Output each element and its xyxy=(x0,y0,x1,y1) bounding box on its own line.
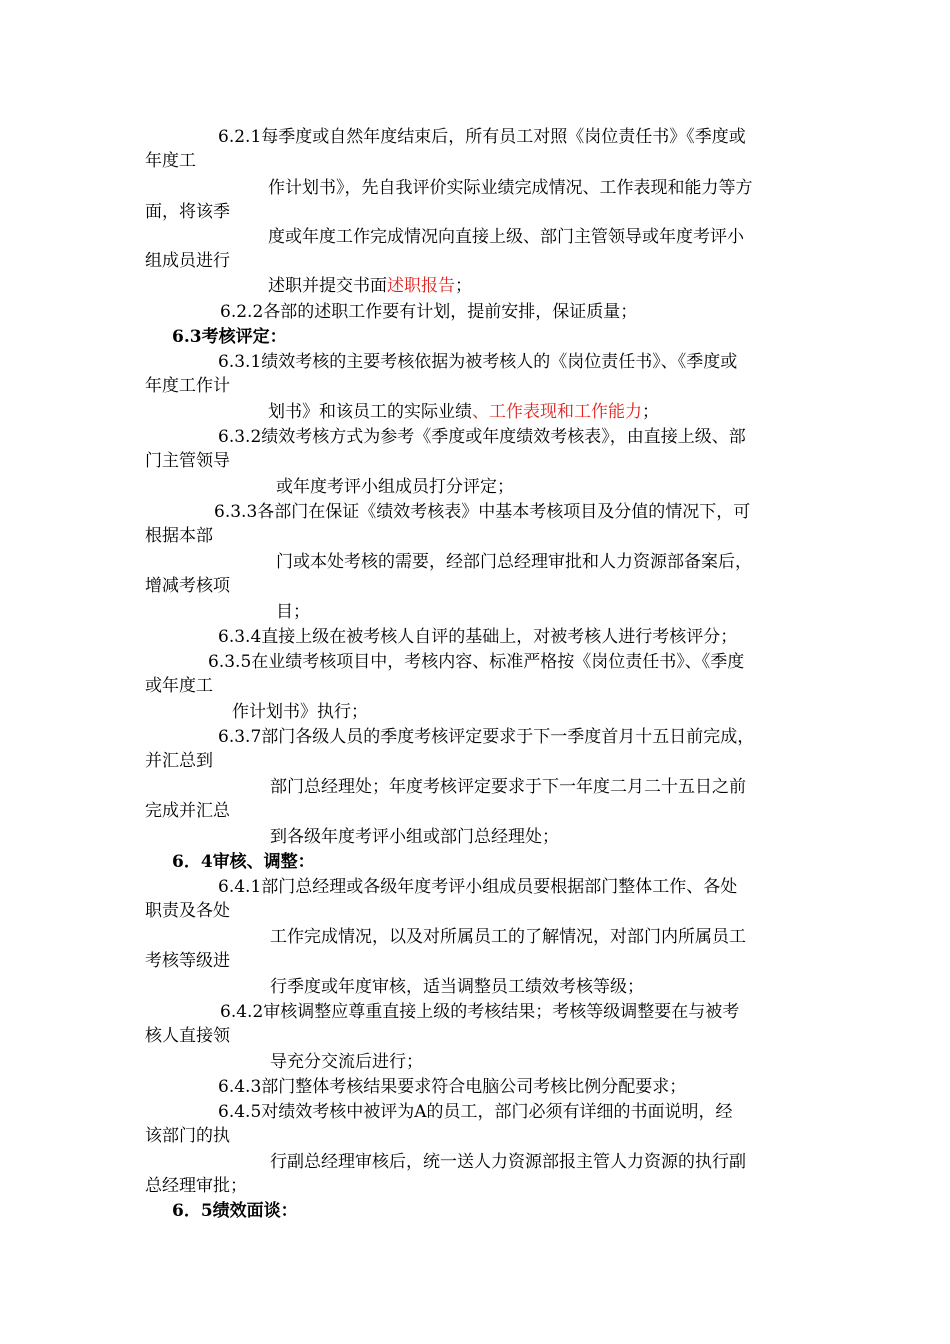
line-6-2-1: 6.2.1每季度或自然年度结束后，所有员工对照《岗位责任书》《季度或 xyxy=(218,127,746,147)
line-6-2-1-wrap3: 组成员进行 xyxy=(145,251,230,271)
line-6-4-1-wrap: 职责及各处 xyxy=(145,901,230,921)
line-6-3-1-wrap: 年度工作计 xyxy=(145,376,230,396)
line-6-4-5-wrap: 该部门的执 xyxy=(145,1126,230,1146)
line-6-4-1: 6.4.1部门总经理或各级年度考评小组成员要根据部门整体工作、各处 xyxy=(218,877,738,897)
line-6-3-3-end: 目； xyxy=(276,602,310,622)
highlight-text: 述职报告 xyxy=(387,276,455,296)
line-6-4-1-wrap2: 考核等级进 xyxy=(145,951,230,971)
line-6-4-5-cont: 行副总经理审核后，统一送人力资源部报主管人力资源的执行副 xyxy=(270,1152,746,1172)
section-heading-6-5: 6．5绩效面谈： xyxy=(172,1201,298,1221)
line-6-4-1-end: 行季度或年度审核，适当调整员工绩效考核等级； xyxy=(270,977,644,997)
line-6-3-3-cont: 门或本处考核的需要，经部门总经理审批和人力资源部备案后， xyxy=(276,552,752,572)
line-6-3-5-wrap: 或年度工 xyxy=(145,676,213,696)
line-6-3-4: 6.3.4直接上级在被考核人自评的基础上，对被考核人进行考核评分； xyxy=(218,627,738,647)
line-6-3-7-wrap2: 完成并汇总 xyxy=(145,801,230,821)
line-6-4-5-wrap2: 总经理审批； xyxy=(145,1176,247,1196)
line-6-3-5: 6.3.5在业绩考核项目中，考核内容、标准严格按《岗位责任书》、《季度 xyxy=(208,652,745,672)
line-6-3-1: 6.3.1绩效考核的主要考核依据为被考核人的《岗位责任书》、《季度或 xyxy=(218,352,738,372)
line-6-4-2: 6.4.2审核调整应尊重直接上级的考核结果；考核等级调整要在与被考 xyxy=(220,1002,740,1022)
line-6-2-1-cont2: 度或年度工作完成情况向直接上级、部门主管领导或年度考评小 xyxy=(268,227,744,247)
line-6-3-2-end: 或年度考评小组成员打分评定； xyxy=(276,477,514,497)
line-6-3-7-end: 到各级年度考评小组或部门总经理处； xyxy=(270,827,559,847)
line-6-3-3-wrap2: 增减考核项 xyxy=(145,576,230,596)
line-6-4-3: 6.4.3部门整体考核结果要求符合电脑公司考核比例分配要求； xyxy=(218,1077,687,1097)
line-6-3-3-wrap: 根据本部 xyxy=(145,526,213,546)
line-6-4-2-end: 导充分交流后进行； xyxy=(270,1052,423,1072)
line-6-2-1-cont: 作计划书》，先自我评价实际业绩完成情况、工作表现和能力等方 xyxy=(268,178,753,198)
section-heading-6-3: 6.3考核评定： xyxy=(172,327,287,347)
line-6-4-2-wrap: 核人直接领 xyxy=(145,1026,230,1046)
line-6-3-2: 6.3.2绩效考核方式为参考《季度或年度绩效考核表》，由直接上级、部 xyxy=(218,427,746,447)
line-6-3-2-wrap: 门主管领导 xyxy=(145,451,230,471)
line-6-3-7: 6.3.7部门各级人员的季度考核评定要求于下一季度首月十五日前完成， xyxy=(218,727,755,747)
line-6-2-2: 6.2.2各部的述职工作要有计划，提前安排，保证质量； xyxy=(220,302,638,322)
line-6-4-1-cont: 工作完成情况，以及对所属员工的了解情况，对部门内所属员工 xyxy=(270,927,746,947)
line-6-3-3: 6.3.3各部门在保证《绩效考核表》中基本考核项目及分值的情况下，可 xyxy=(214,502,751,522)
line-6-3-7-wrap: 并汇总到 xyxy=(145,751,213,771)
line-6-3-7-cont: 部门总经理处；年度考核评定要求于下一年度二月二十五日之前 xyxy=(270,777,746,797)
highlight-text: 、工作表现和工作能力 xyxy=(472,402,642,422)
section-heading-6-4: 6．4审核、调整： xyxy=(172,852,315,872)
line-6-3-5-end: 作计划书》执行； xyxy=(232,702,368,722)
line-6-2-1-wrap2: 面，将该季 xyxy=(145,202,230,222)
line-6-4-5: 6.4.5对绩效考核中被评为A的员工，部门必须有详细的书面说明，经 xyxy=(218,1102,733,1122)
line-6-2-1-wrap: 年度工 xyxy=(145,151,196,171)
line-6-3-1-end: 划书》和该员工的实际业绩、工作表现和工作能力； xyxy=(268,402,659,422)
line-6-2-1-end: 述职并提交书面述职报告； xyxy=(268,276,472,296)
